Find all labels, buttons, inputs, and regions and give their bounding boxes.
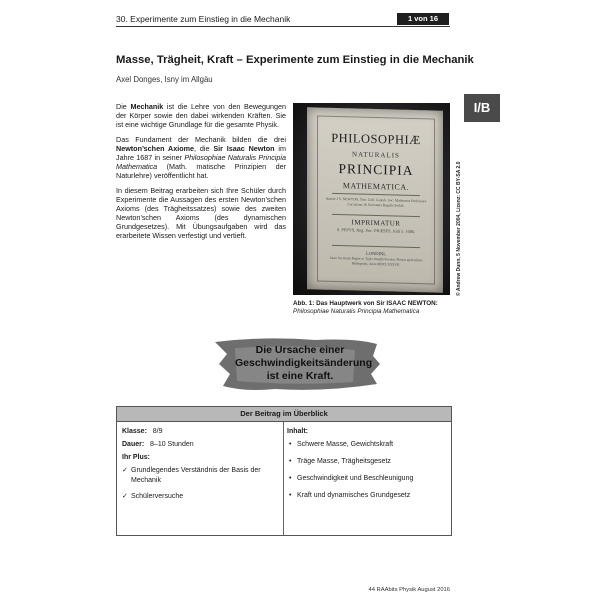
inhalt-item: • Kraft und dynamisches Grundgesetz: [289, 492, 411, 499]
page-indicator: 1 von 16: [397, 13, 449, 25]
check-icon: ✓: [122, 493, 128, 500]
overview-content-column: [287, 427, 445, 508]
principia-photo: [293, 103, 450, 295]
keyword-mechanik: Mechanik: [130, 102, 164, 111]
bullet-icon: •: [289, 475, 292, 482]
bullet-icon: •: [289, 492, 292, 499]
dauer-row: Dauer: 8–10 Stunden: [122, 441, 194, 448]
book-title-page: PHILOSOPHIÆ NATURALIS PRINCIPIA MATHEMATICA. Autore J S. NEWTON, Trin. Coll. Cantab. Soc. Matheseos Professore Lucasiano, & Societatis Regalis Sodali. IMPRIMATUR S. PEPYS, Reg. Soc. PRÆSES. Julii 5. 1686. LONDINI, Jussu Societatis Regiæ ac Typis Josephi Streater. Prostat apud plures Bibliopolas. Anno MDCLXXXVII.: [307, 107, 443, 293]
intro-paragraph-3: In diesem Beitrag erarbeiten sich Ihre Schüler durch Experimente die Aussagen des ersten Newton’schen Axioms (des Trägheitssatzes) sowie des zweiten Newton’schen Axioms (des dynamischen Grundgesetzes). Mit Übungsaufgaben wird das erarbeitete Wissen verfestigt und vertieft.: [116, 186, 286, 240]
overview-heading: Der Beitrag im Überblick: [117, 407, 451, 422]
overview-meta-column: [122, 427, 280, 508]
plus-label: Ihr Plus:: [122, 454, 151, 461]
bullet-icon: •: [289, 441, 292, 448]
page-footer: 44 RAAbits Physik August 2016: [368, 587, 450, 593]
article-title: Masse, Trägheit, Kraft – Experimente zum Einstieg in die Mechanik: [116, 54, 474, 66]
section-tab: I/B: [464, 94, 500, 122]
article-author: Axel Donges, Isny im Allgäu: [116, 75, 213, 84]
figure-caption: Abb. 1: Das Hauptwerk von Sir ISAAC NEWTON: Philosophiae Naturalis Principia Mathematica: [293, 300, 438, 315]
overview-box: [116, 406, 452, 536]
plus-item: ✓ Grundlegendes Verständnis der Basis der Mechanik: [122, 467, 261, 484]
inhalt-label: Inhalt:: [287, 428, 308, 435]
klasse-row: Klasse: 8/9: [122, 428, 163, 435]
bullet-icon: •: [289, 458, 292, 465]
plus-item: ✓ Schülerversuche: [122, 493, 184, 500]
banner-line-1: Die Ursache einer: [255, 344, 345, 356]
inhalt-item: • Träge Masse, Trägheitsgesetz: [289, 458, 391, 465]
photo-credit: © Andrew Dunn, 5 November 2004, Lizenz: CC BY-SA 2.0: [456, 161, 462, 296]
check-icon: ✓: [122, 467, 128, 474]
intro-text: [116, 102, 286, 246]
banner-line-3: ist eine Kraft.: [266, 370, 334, 382]
overview-divider: [283, 422, 284, 535]
running-header-title: 30. Experimente zum Einstieg in die Mechanik: [116, 14, 291, 24]
inhalt-item: • Geschwindigkeit und Beschleunigung: [289, 475, 414, 482]
inhalt-item: • Schwere Masse, Gewichtskraft: [289, 441, 394, 448]
header-rule: [116, 26, 450, 27]
intro-paragraph-2: Das Fundament der Mechanik bilden die drei Newton’schen Axiome, die Sir Isaac Newton im Jahre 1687 in seiner Philosophiae Naturalis Principia Mathematica (Math. matische Prinzipien der Naturlehre) veröffentlicht hat.: [116, 135, 286, 180]
banner-line-2: Geschwindigkeitsänderung: [235, 357, 373, 369]
intro-paragraph-1: Die Mechanik ist die Lehre von den Bewegungen der Körper sowie den dabei wirkenden Kräften. Sie ist eine wichtige Grundlage für die gesamte Physik.: [116, 102, 286, 129]
key-message-banner: [205, 334, 385, 396]
